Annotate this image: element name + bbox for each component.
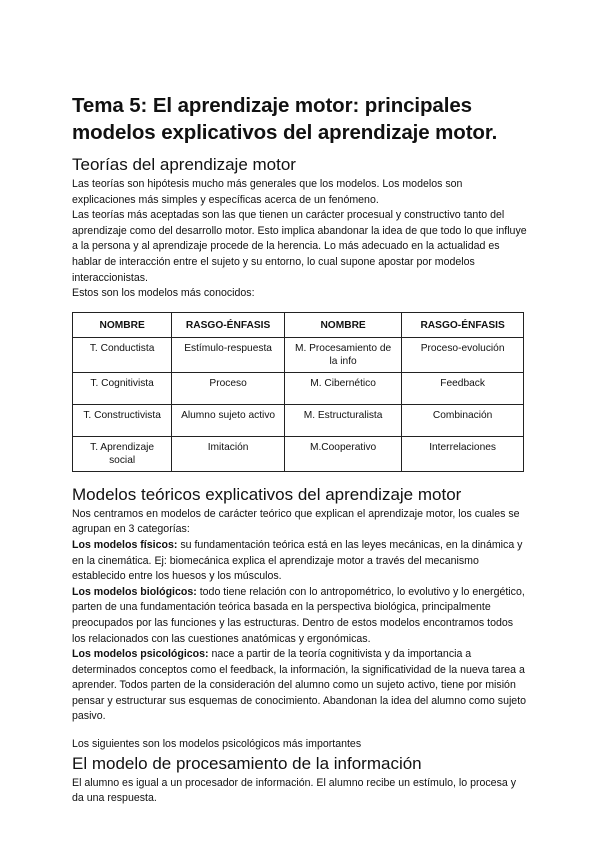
table-cell: T. Constructivista (73, 404, 172, 436)
column-header: NOMBRE (284, 312, 401, 337)
table-cell: M. Estructuralista (284, 404, 401, 436)
models-table (72, 312, 524, 472)
table-row (73, 337, 524, 372)
table-cell: T. Cognitivista (73, 372, 172, 404)
paragraph-modelos-psicologicos (72, 647, 528, 725)
table-cell: Imitación (172, 436, 285, 471)
paragraph: El alumno es igual a un procesador de información. El alumno recibe un estímulo, lo procesa y da una respuesta. (72, 776, 517, 805)
table-cell: T. Aprendizaje social (73, 436, 172, 471)
section-heading-procesamiento: El modelo de procesamiento de la información (72, 753, 422, 773)
paragraph-text: todo tiene relación con lo antropométrico, lo evolutivo y lo energético, parten de una fundamentación teórica basada en la perspectiva biológica, principalmente preocupados por las funciones y las estructuras. Dentro de estos modelos encontramos todos los relacionados con las cuestiones anatómicas y ergonómicas. (72, 585, 525, 645)
section-heading-teorias: Teorías del aprendizaje motor (72, 155, 296, 174)
paragraph: Nos centramos en modelos de carácter teórico que explican el aprendizaje motor, los cuales se agrupan en 3 categorías: (72, 507, 520, 536)
table-header-row (73, 312, 524, 337)
document-content (72, 92, 528, 807)
bold-label: Los modelos físicos: (72, 538, 178, 551)
table-cell: M.Cooperativo (284, 436, 401, 471)
paragraph: Estos son los modelos más conocidos: (72, 287, 255, 300)
table-row (73, 436, 524, 471)
spacer (72, 725, 528, 737)
bold-label: Los modelos biológicos: (72, 585, 197, 598)
table-cell: Proceso (172, 372, 285, 404)
paragraph-modelos-fisicos (72, 538, 528, 585)
table-cell: Combinación (402, 404, 524, 436)
table-row (73, 372, 524, 404)
table-cell: Feedback (402, 372, 524, 404)
document-title: Tema 5: El aprendizaje motor: principales modelos explicativos del aprendizaje motor. (72, 94, 498, 144)
paragraph-modelos-biologicos (72, 585, 528, 647)
paragraph-text: nace a partir de la teoría cognitivista y da importancia a determinados conceptos como el feedback, la información, la significatividad de la nueva tarea a aprender. Todos parten de la consideración del alumno como un sujeto activo, tiene por misión pensar y estructurar sus esquemas de conocimiento. Abandonan la idea del alumno como sujeto pasivo. (72, 648, 527, 723)
bold-label: Los modelos psicológicos: (72, 648, 209, 661)
column-header: RASGO-ÉNFASIS (402, 312, 524, 337)
column-header: RASGO-ÉNFASIS (172, 312, 285, 337)
paragraph: Los siguientes son los modelos psicológicos más importantes (72, 738, 362, 751)
paragraph: Las teorías más aceptadas son las que tienen un carácter procesual y constructivo tanto del aprendizaje como del desarrollo motor. Esto implica abandonar la idea de que todo lo que influye a la persona y al aprendizaje procede de la herencia. Lo más adecuado en la actualidad es hablar de interacción entre el sujeto y su entorno, lo cual supone apostar por modelos interaccionistas. (72, 209, 527, 284)
paragraph-text: su fundamentación teórica está en las leyes mecánicas, en la dinámica y en la cinemática. Ej: biomecánica explica el aprendizaje motor a través del mecanismo establecido entre los huesos y los músculos. (72, 538, 523, 583)
table-cell: Interrelaciones (402, 436, 524, 471)
section-heading-modelos-teoricos: Modelos teóricos explicativos del aprendizaje motor (72, 484, 462, 504)
table-cell: M. Procesamiento de la info (284, 337, 401, 372)
table-cell: Proceso-evolución (402, 337, 524, 372)
table-row (73, 404, 524, 436)
table-cell: Alumno sujeto activo (172, 404, 285, 436)
table-cell: Estímulo-respuesta (172, 337, 285, 372)
table-cell: M. Cibernético (284, 372, 401, 404)
table-cell: T. Conductista (73, 337, 172, 372)
paragraph: Las teorías son hipótesis mucho más generales que los modelos. Los modelos son explicaciones más simples y específicas acerca de un fenómeno. (72, 178, 463, 206)
column-header: NOMBRE (73, 312, 172, 337)
